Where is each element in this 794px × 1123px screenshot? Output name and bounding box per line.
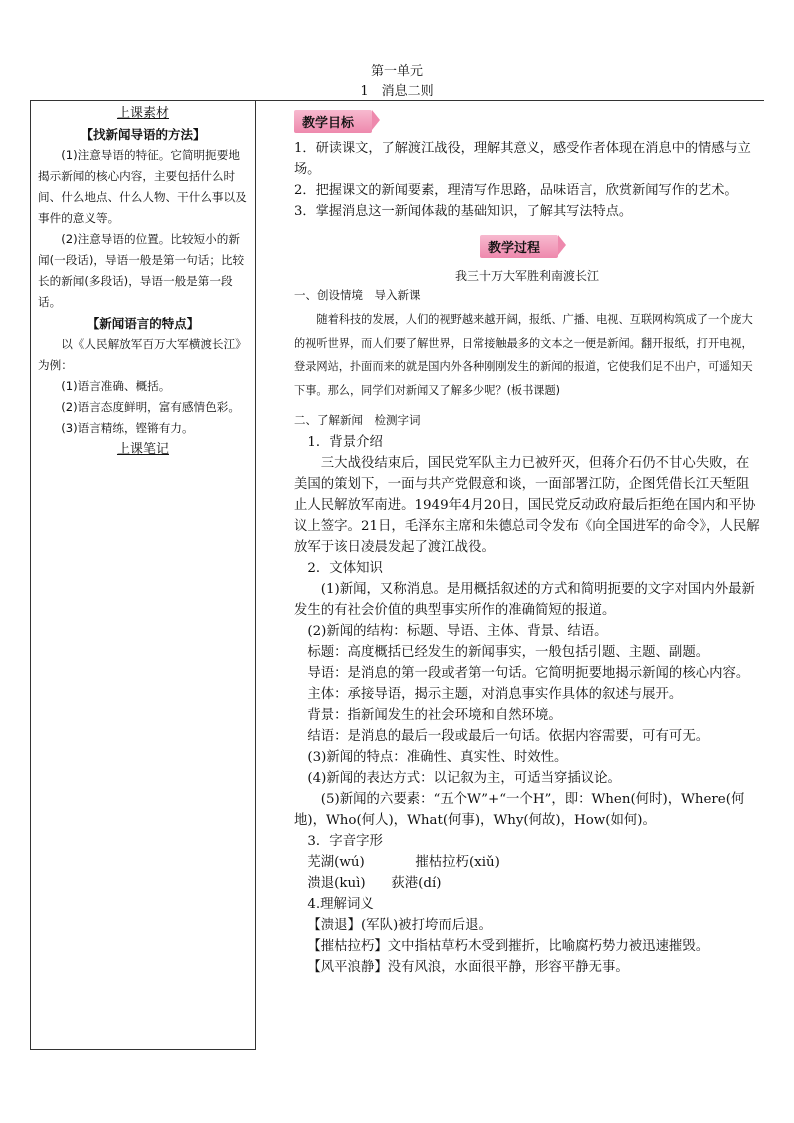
genre-point-2: (2)新闻的结构：标题、导语、主体、背景、结语。: [307, 624, 608, 639]
vocab-item: 【摧枯拉朽】文中指枯草朽木受到摧折，比喻腐朽势力被迅速摧毁。: [307, 939, 710, 954]
goal-item: 1．研读课文，了解渡江战役，理解其意义，感受作者体现在消息中的情感与立场。: [294, 141, 751, 177]
genre-heading: 2．文体知识: [307, 561, 383, 576]
genre-point-1: (1)新闻，又称消息。是用概括叙述的方式和简明扼要的文字对国内外最新发生的有社会价值的典型事实所作的准确简短的报道。: [294, 582, 755, 618]
chars-row-1: [294, 852, 760, 873]
guide-point-2: (2)注意导语的位置。比较短小的新闻(一段话)，导语一般是第一句话；比较长的新闻(多段话)，导语一般是第一段话。: [38, 232, 245, 309]
background-paragraph: 三大战役结束后，国民党军队主力已被歼灭，但蒋介石仍不甘心失败，在美国的策划下，一面与共产党假意和谈，一面部署江防，企图凭借长江天堑阻止人民解放军南进。1949年4月20日，国民党反动政府最后拒绝在国内和平协议上签字。21日，毛泽东主席和朱德总司令发布《向全国进军的命令》，人民解放军于该日凌晨发起了渡江战役。: [294, 456, 760, 555]
sidebar-panel: [30, 100, 256, 1050]
structure-background: 背景：指新闻发生的社会环境和自然环境。: [307, 708, 562, 723]
lesson-content: [294, 432, 760, 978]
char-item: 溃退(kuì): [307, 876, 366, 891]
structure-lead: 导语：是消息的第一段或者第一句话。它简明扼要地揭示新闻的核心内容。: [307, 666, 750, 681]
chars-heading: 3．字音字形: [307, 834, 383, 849]
genre-point-3: (3)新闻的特点：准确性、真实性、时效性。: [307, 750, 568, 765]
language-point-1: (1)语言准确、概括。: [61, 379, 171, 393]
structure-body: 主体：承接导语，揭示主题，对消息事实作具体的叙述与展开。: [307, 687, 683, 702]
vocab-item: 【风平浪静】没有风浪，水面很平静，形容平静无事。: [307, 960, 629, 975]
intro-paragraph: 随着科技的发展，人们的视野越来越开阔，报纸、广播、电视、互联网构筑成了一个庞大的视听世界，而人们要了解世界，日常接触最多的文本之一便是新闻。翻开报纸，打开电视，登录网站，扑面而来的就是国内外各种刚刚发生的新闻的报道，它使我们足不出户，可遥知天下事。那么，同学们对新闻又了解多少呢？(板书课题): [294, 313, 753, 397]
material-title: 上课素材: [116, 106, 169, 121]
notes-title: 上课笔记: [116, 442, 169, 457]
genre-point-4: (4)新闻的表达方式：以记叙为主，可适当穿插议论。: [307, 771, 621, 786]
intro-heading: 一、创设情境 导入新课: [294, 288, 421, 302]
char-item: 芜湖(wú): [307, 855, 365, 870]
goal-item: 3．掌握消息这一新闻体裁的基础知识，了解其写法特点。: [294, 204, 633, 219]
language-intro: 以《人民解放军百万大军横渡长江》为例：: [38, 337, 247, 372]
char-item: 摧枯拉朽(xiǔ): [415, 855, 500, 870]
structure-ending: 结语：是消息的最后一段或最后一句话。依据内容需要，可有可无。: [307, 729, 710, 744]
language-point-3: (3)语言精练，铿锵有力。: [61, 421, 194, 435]
genre-point-5: (5)新闻的六要素：“五个W”+“一个H”，即：When(何时)，Where(何地)，Who(何人)，What(何事)，Why(何故)，How(如何)。: [294, 792, 745, 828]
chars-row-2: [294, 873, 760, 894]
structure-title: 标题：高度概括已经发生的新闻事实，一般包括引题、主题、副题。: [307, 645, 710, 660]
goal-list: [294, 138, 760, 222]
part-two-heading: 二、了解新闻 检测字词: [294, 413, 421, 427]
background-heading: 1．背景介绍: [307, 435, 383, 450]
unit-title: 第一单元: [370, 64, 423, 79]
char-item: 荻港(dí): [391, 876, 442, 891]
teaching-process-badge: 教学过程: [480, 235, 558, 258]
lesson-title: 1 消息二则: [360, 84, 434, 99]
teaching-goal-badge: 教学目标: [294, 110, 372, 133]
vocab-item: 【溃退】(军队)被打垮而后退。: [307, 918, 492, 933]
vocab-heading: 4.理解词义: [307, 897, 374, 912]
guide-point-1: (1)注意导语的特征。它简明扼要地揭示新闻的核心内容，主要包括什么时间、什么地点、什么人物、干什么事以及事件的意义等。: [38, 148, 247, 225]
language-heading: 【新闻语言的特点】: [86, 316, 200, 331]
guide-method-heading: 【找新闻导语的方法】: [80, 127, 206, 142]
goal-item: 2．把握课文的新闻要素，理清写作思路，品味语言，欣赏新闻写作的艺术。: [294, 183, 738, 198]
language-point-2: (2)语言态度鲜明，富有感情色彩。: [61, 400, 240, 414]
article-title: 我三十万大军胜利南渡长江: [454, 269, 599, 283]
main-panel: [256, 100, 764, 1050]
